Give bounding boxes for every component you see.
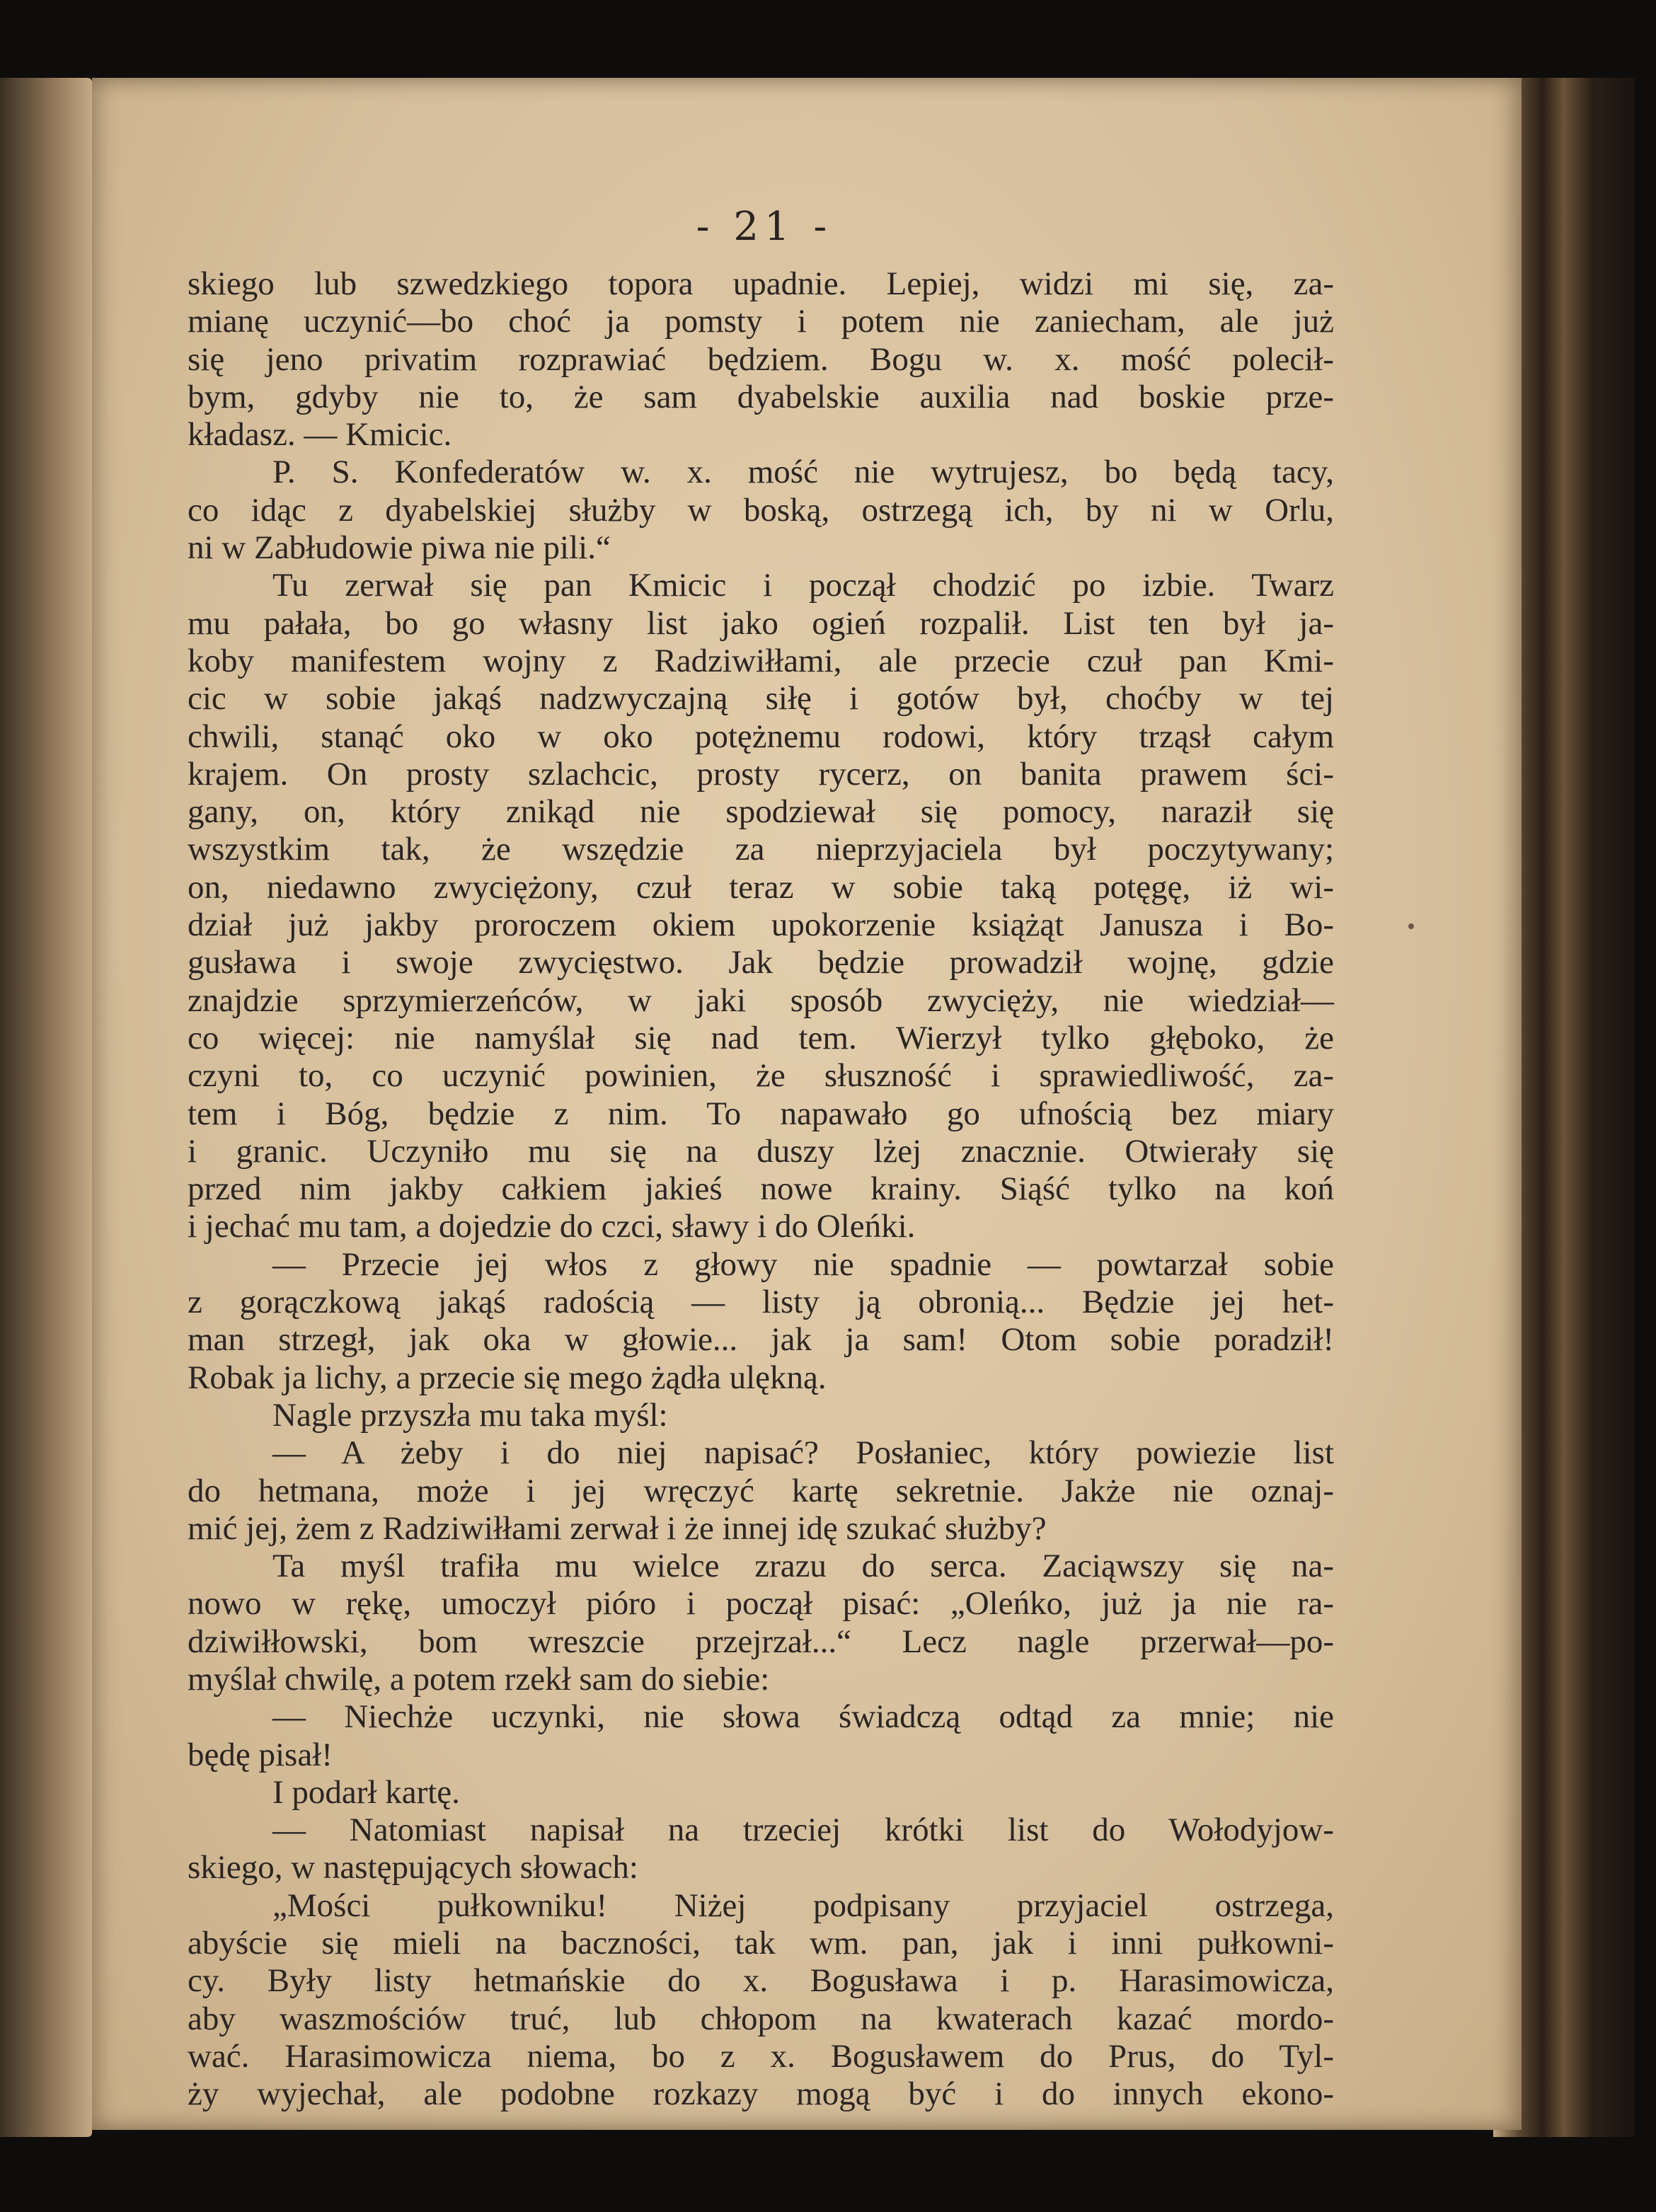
text-line: — Niechże uczynki, nie słowa świadczą odtąd za mnie; nie: [272, 1698, 1334, 1736]
text-line: czyni to, co uczynić powinien, że słuszność i sprawiedliwość, za-: [188, 1057, 1334, 1095]
text-line: krajem. On prosty szlachcic, prosty rycerz, on banita prawem ści-: [188, 755, 1334, 793]
text-line: wać. Harasimowicza niema, bo z x. Bogusławem do Prus, do Tyl-: [188, 2037, 1334, 2075]
text-line: — A żeby i do niej napisać? Posłaniec, który powiezie list: [272, 1434, 1334, 1472]
text-line: gusława i swoje zwycięstwo. Jak będzie prowadził wojnę, gdzie: [188, 944, 1334, 981]
text-line: abyście się mieli na baczności, tak wm. pan, jak i inni pułkowni-: [188, 1925, 1334, 1962]
body-text: [188, 265, 1334, 2114]
text-line: gany, on, który znikąd nie spodziewał się pomocy, naraził się: [188, 793, 1334, 831]
text-line: się jeno privatim rozprawiać będziem. Bogu w. x. mość polecił-: [188, 340, 1334, 378]
text-line: będę pisał!: [188, 1736, 333, 1773]
text-line: Nagle przyszła mu taka myśl:: [272, 1396, 668, 1434]
text-line: cic w sobie jakąś nadzwyczajną siłę i gotów był, choćby w tej: [188, 680, 1334, 718]
text-line: ni w Zabłudowie piwa nie pili.“: [188, 529, 611, 567]
text-line: wszystkim tak, że wszędzie za nieprzyjaciela był poczytywany;: [188, 831, 1334, 868]
text-line: tem i Bóg, będzie z nim. To napawało go ufnością bez miary: [188, 1095, 1334, 1132]
text-line: Ta myśl trafiła mu wielce zrazu do serca. Zaciąwszy się na-: [272, 1548, 1334, 1585]
text-line: co idąc z dyabelskiej służby w boską, ostrzegą ich, by ni w Orlu,: [188, 491, 1334, 529]
text-line: bym, gdyby nie to, że sam dyabelskie auxilia nad boskie prze-: [188, 378, 1334, 415]
text-line: skiego, w następujących słowach:: [188, 1849, 638, 1886]
text-line: — Przecie jej włos z głowy nie spadnie — powtarzał sobie: [272, 1245, 1334, 1283]
text-line: ży wyjechał, ale podobne rozkazy mogą być i do innych ekono-: [188, 2075, 1334, 2113]
text-line: Robak ja lichy, a przecie się mego żądła ulękną.: [188, 1359, 827, 1396]
text-line: aby waszmościów truć, lub chłopom na kwaterach kazać mordo-: [188, 2000, 1334, 2037]
text-line: przed nim jakby całkiem jakieś nowe krainy. Siąść tylko na koń: [188, 1170, 1334, 1208]
text-line: co więcej: nie namyślał się nad tem. Wierzył tylko głęboko, że: [188, 1019, 1334, 1056]
text-line: myślał chwilę, a potem rzekł sam do siebie:: [188, 1660, 770, 1698]
text-line: „Mości pułkowniku! Niżej podpisany przyjaciel ostrzega,: [272, 1886, 1334, 1924]
text-line: mu pałała, bo go własny list jako ogień rozpalił. List ten był ja-: [188, 604, 1334, 642]
book-page: [92, 78, 1522, 2130]
text-line: nowo w rękę, umoczył pióro i począł pisać: „Oleńko, już ja nie ra-: [188, 1585, 1334, 1623]
text-line: P. S. Konfederatów w. x. mość nie wytrujesz, bo będą tacy,: [272, 454, 1334, 491]
text-line: dział już jakby proroczem okiem upokorzenie książąt Janusza i Bo-: [188, 906, 1334, 944]
text-line: cy. Były listy hetmańskie do x. Bogusława i p. Harasimowicza,: [188, 1962, 1334, 2000]
previous-page-edge: [0, 78, 92, 2137]
text-line: mić jej, żem z Radziwiłłami zerwał i że innej idę szukać służby?: [188, 1509, 1047, 1547]
text-line: i granic. Uczyniło mu się na duszy lżej znacznie. Otwierały się: [188, 1132, 1334, 1170]
text-line: chwili, stanąć oko w oko potężnemu rodowi, który trząsł całym: [188, 718, 1334, 755]
text-line: dziwiłłowski, bom wreszcie przejrzał...“ Lecz nagle przerwał—po-: [188, 1623, 1334, 1660]
text-line: — Natomiast napisał na trzeciej krótki list do Wołodyjow-: [272, 1811, 1334, 1849]
text-line: z gorączkową jakąś radością — listy ją obronią... Będzie jej het-: [188, 1284, 1334, 1321]
text-line: Tu zerwał się pan Kmicic i począł chodzić po izbie. Twarz: [272, 567, 1334, 604]
text-line: I podarł kartę.: [272, 1773, 460, 1811]
page-number: - 21 -: [696, 204, 833, 250]
text-line: on, niedawno zwyciężony, czuł teraz w sobie taką potęgę, iż wi-: [188, 868, 1334, 906]
text-line: man strzegł, jak oka w głowie... jak ja sam! Otom sobie poradził!: [188, 1321, 1334, 1359]
text-line: znajdzie sprzymierzeńców, w jaki sposób zwycięży, nie wiedział—: [188, 981, 1334, 1019]
text-line: koby manifestem wojny z Radziwiłłami, ale przecie czuł pan Kmi-: [188, 642, 1334, 679]
text-line: mianę uczynić—bo choć ja pomsty i potem nie zaniecham, ale już: [188, 303, 1334, 340]
text-line: do hetmana, może i jej wręczyć kartę sekretnie. Jakże nie oznaj-: [188, 1472, 1334, 1509]
text-line: kładasz. — Kmicic.: [188, 416, 452, 454]
margin-mark: [1408, 923, 1414, 929]
text-line: skiego lub szwedzkiego topora upadnie. Lepiej, widzi mi się, za-: [188, 265, 1334, 302]
text-line: i jechać mu tam, a dojedzie do czci, sławy i do Oleńki.: [188, 1208, 916, 1245]
